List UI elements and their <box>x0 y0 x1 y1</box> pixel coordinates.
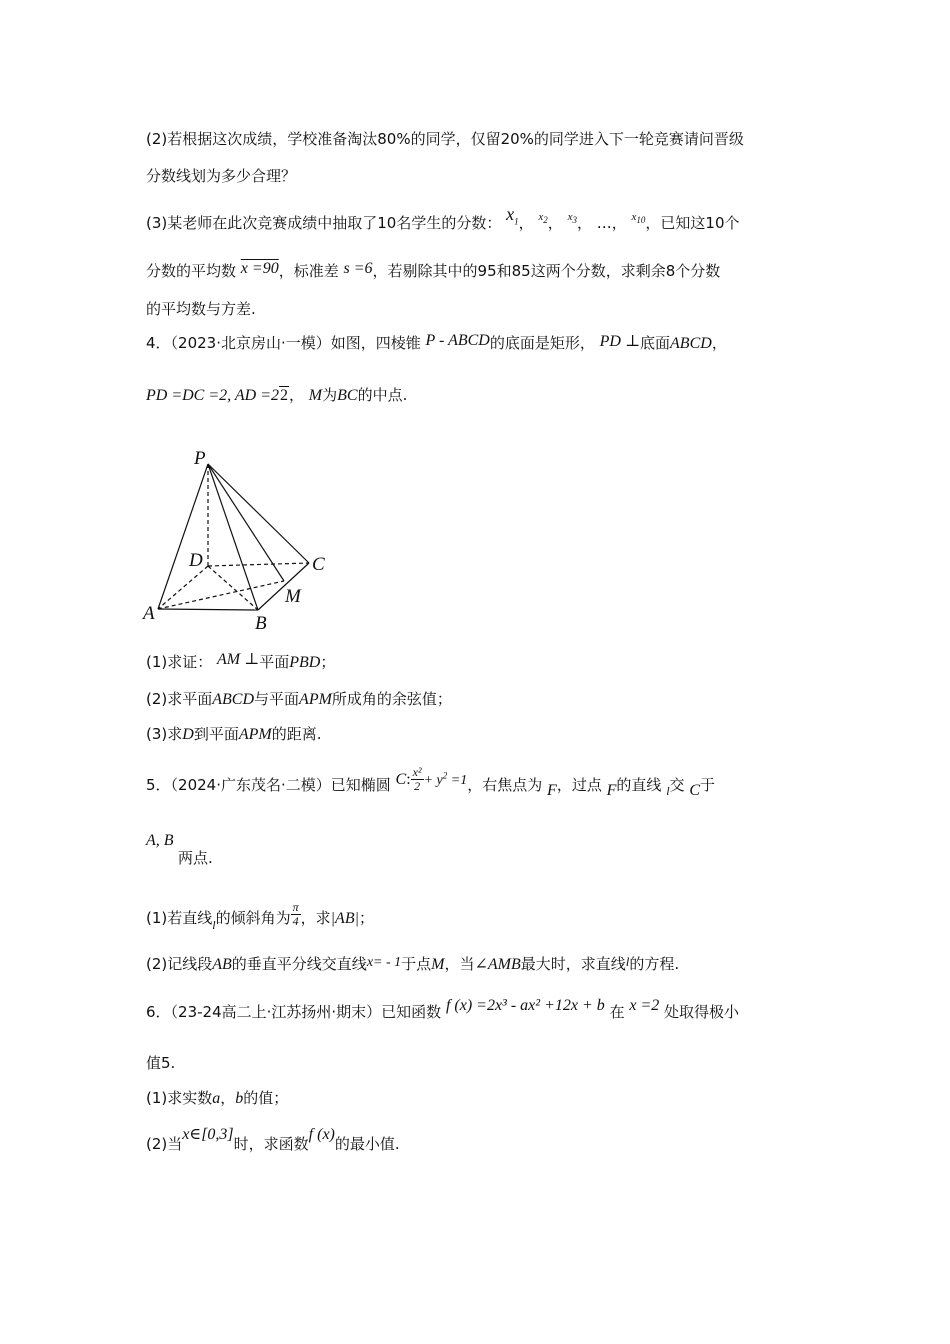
fraction-pi-over-4: $\frac{\pi}{4}$ <box>292 900 299 928</box>
q5-s1-angle: 的倾斜角为 <box>215 909 291 927</box>
q5-s1-find: ，求 <box>300 909 331 927</box>
q4-cond-sep: ， <box>288 386 304 404</box>
q5-source: 5．（2024·广东茂名·二模）已知椭圆 <box>146 776 391 794</box>
function-f: f (x) =2x³ - ax² +12x + b <box>445 997 605 1014</box>
ellipsis: … <box>596 214 612 232</box>
q6-intro <box>146 997 740 1023</box>
length-conditions: PD =DC =2, AD =2 <box>146 387 279 404</box>
q5-s2-when: ，当 <box>444 955 475 973</box>
q4-conditions <box>146 385 407 406</box>
perp-formula: PD ⊥ <box>599 333 641 350</box>
segment-bc: BC <box>337 387 358 404</box>
q4-s1-prefix: (1)求证： <box>146 653 213 671</box>
label-m: M <box>285 586 301 607</box>
q6-minimum: 处取得极小 <box>664 1003 740 1021</box>
fraction-x2-over-2: $\frac{\text{x²}}{2}$ <box>412 765 422 793</box>
angle-amb: ∠AMB <box>474 956 521 973</box>
mean-formula: x =90 <box>240 260 279 277</box>
q4-intro <box>146 333 727 354</box>
base-name: ABCD <box>670 335 712 352</box>
q5-s1-end: ； <box>358 909 374 927</box>
focus-f: F <box>547 782 557 799</box>
am-perp: AM ⊥ <box>217 651 260 668</box>
plane-apm-2: APM <box>238 726 272 743</box>
q5-points <box>146 830 174 851</box>
q6-at: 在 <box>609 1003 625 1021</box>
q5-meet: 交 <box>669 776 685 794</box>
q5-s2-at: 于点 <box>401 955 432 973</box>
q5-focus: ，右焦点为 <box>467 776 543 794</box>
q5-s2-end: 的方程. <box>629 955 680 973</box>
colon: : <box>406 771 411 788</box>
q4-s1-end: ； <box>320 653 336 671</box>
line-x-minus-1: x= - 1 <box>366 955 402 970</box>
q4-source: 4．（2023·北京房山·一模）如图，四棱锥 <box>146 334 421 352</box>
x-equals-2: x =2 <box>629 997 660 1014</box>
q5-two-points: 两点. <box>178 849 213 867</box>
text-remove: ，若剔除其中的95和85这两个分数，求剩余8个分数 <box>372 262 721 280</box>
q4-s2-and: 与平面 <box>254 690 300 708</box>
q5-sub2 <box>146 954 679 976</box>
param-b: b <box>235 1090 244 1107</box>
q6-s2-func: 时，求函数 <box>233 1135 309 1153</box>
q4-sub2 <box>146 689 452 710</box>
q5-s2-max: 最大时，求直线 <box>520 955 626 973</box>
q6-s2-end: 的最小值. <box>334 1135 400 1153</box>
q4-cond-end: 的中点. <box>357 386 408 404</box>
abs-ab: |AB| <box>330 910 359 927</box>
q3-part3-line2 <box>146 261 720 282</box>
q4-s3-end: 的距离. <box>271 725 322 743</box>
q4-sub1 <box>146 652 335 673</box>
q3-part2-line2: 分数线划为多少合理？ <box>146 167 297 185</box>
plane-pbd: PBD <box>289 654 321 671</box>
pyramid-name: P - ABCD <box>425 332 490 349</box>
pyramid-figure <box>140 445 340 635</box>
q5-intro <box>146 765 716 799</box>
q4-s2-prefix: (2)求平面 <box>146 690 213 708</box>
q3-part3-prefix: (3)某老师在此次竞赛成绩中抽取了10名学生的分数： <box>146 214 502 232</box>
q4-s1-plane: 平面 <box>259 653 290 671</box>
q6-s1-end: 的值； <box>243 1089 289 1107</box>
q6-s2-prefix: (2)当 <box>146 1135 183 1153</box>
q4-cond-wei: 为 <box>322 386 338 404</box>
sample-x2: x2 <box>538 211 548 226</box>
q3-part3-suffix: ，已知这10个 <box>645 214 740 232</box>
label-p: P <box>194 448 206 469</box>
q4-text-c: 底面 <box>640 334 671 352</box>
param-a: a <box>212 1090 221 1107</box>
sample-x3: x3 <box>567 211 577 226</box>
point-m-2: M <box>431 956 445 973</box>
q4-text-b: 的底面是矩形， <box>489 334 595 352</box>
q3-part2-line1: (2)若根据这次成绩，学校准备淘汰80%的同学，仅留20%的同学进入下一轮竞赛请问晋级 <box>146 130 744 148</box>
focus-f-2: F <box>606 782 617 799</box>
q6-source: 6．（23-24高二上·江苏扬州·期末）已知函数 <box>146 1003 442 1021</box>
label-c: C <box>312 554 325 575</box>
function-f-2: f (x) <box>308 1126 335 1143</box>
q5-s2-prefix: (2)记线段 <box>146 955 213 973</box>
sample-x1: $x_1$ <box>506 204 519 227</box>
ellipse-c-2: C <box>689 782 700 799</box>
sqrt-two: 2 <box>279 387 288 404</box>
plane-abcd: ABCD <box>212 691 255 708</box>
sample-x10: x10 <box>631 211 646 226</box>
q5-s2-bisector: 的垂直平分线交直线 <box>231 955 367 973</box>
label-a: A <box>143 603 155 624</box>
q5-sub1 <box>146 900 374 932</box>
q5-through: ，过点 <box>556 776 602 794</box>
line-l-3: l <box>625 954 630 969</box>
segment-ab: AB <box>212 956 232 973</box>
q4-text-d: ， <box>711 334 727 352</box>
text-mean: 分数的平均数 <box>146 262 237 280</box>
label-d: D <box>189 550 203 571</box>
q3-part3-line3: 的平均数与方差. <box>146 300 256 318</box>
point-m: M <box>308 387 323 404</box>
q5-at: 于 <box>700 776 716 794</box>
q5-line: 的直线 <box>616 776 662 794</box>
ellipse-y2: + $y^2 =1$ <box>423 770 468 788</box>
q6-sub2 <box>146 1126 400 1155</box>
q4-s3-to: 到平面 <box>193 725 239 743</box>
q4-s3-prefix: (3)求 <box>146 725 183 743</box>
plane-apm: APM <box>299 691 332 708</box>
label-b: B <box>255 613 267 634</box>
line-l-2: l <box>212 918 216 932</box>
points-ab: A, B <box>146 832 174 849</box>
sd-formula: s =6 <box>343 260 373 277</box>
text-sd: ，标准差 <box>278 262 339 280</box>
ellipse-c: C <box>395 771 407 788</box>
q4-sub3 <box>146 724 321 745</box>
q3-part3-line1: (3)某老师在此次竞赛成绩中抽取了10名学生的分数： $x_1$， $^{x_2}$， $^{x_3}$， …， $^{x_{10}}$，已知这10个 <box>146 204 740 232</box>
q5-s1-prefix: (1)若直线 <box>146 909 213 927</box>
q6-sub1 <box>146 1088 288 1109</box>
q6-intro-2: 值5. <box>146 1054 176 1072</box>
q4-s2-end: 所成角的余弦值； <box>331 690 452 708</box>
domain-interval: x∈[0,3] <box>182 1126 234 1143</box>
line-l: l <box>666 784 670 798</box>
q6-s1-prefix: (1)求实数 <box>146 1089 213 1107</box>
q6-s1-sep: ， <box>220 1089 236 1107</box>
point-d: D <box>182 726 194 743</box>
